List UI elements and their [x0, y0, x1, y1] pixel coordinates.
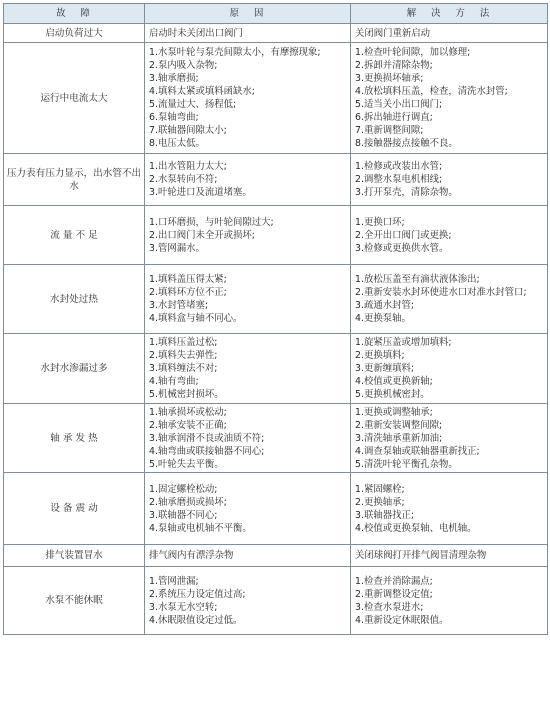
solution-cell [351, 154, 548, 206]
cause-line: 8.电压太低。 [149, 138, 205, 149]
cause-line: 3.联轴器不同心; [149, 509, 218, 521]
solution-line: 3.检查水泵进水; [355, 601, 424, 613]
solution-line: 3.更换损坏轴承; [355, 73, 424, 84]
cause-line: 2.泵内吸入杂物; [149, 60, 218, 71]
solution-line: 4.放松填料压盖，检查，清洗水封管; [355, 86, 508, 97]
solution-line: 6.拆出轴进行调直; [355, 112, 433, 123]
cause-cell [145, 43, 351, 154]
cause-line: 3.管网漏水。 [149, 242, 205, 254]
solution-line: 2.重新安装调整间隙; [355, 419, 443, 431]
table-row [4, 334, 548, 404]
solution-line: 3.更新缠填料; [355, 363, 414, 374]
table-row [4, 404, 548, 473]
cause-line: 4.泵轴或电机轴不平衡。 [149, 522, 252, 534]
solution-line: 关闭球阀打开排气阀冒清理杂物 [355, 550, 487, 561]
fault-cell: 水泵不能休眠 [4, 567, 145, 635]
cause-line: 5.流量过大、扬程低; [149, 99, 237, 110]
fault-cell: 水封水渗漏过多 [4, 334, 145, 404]
table-row [4, 567, 548, 635]
cause-line: 3.水封管堵塞; [149, 300, 208, 311]
header-row [4, 4, 548, 24]
table-row [4, 154, 548, 206]
troubleshooting-table [3, 3, 548, 635]
cause-line: 5.机械密封损坏。 [149, 389, 224, 400]
cause-line: 3.填料缠法不对; [149, 363, 218, 374]
cause-line: 2.出口阀门未全开或损坏; [149, 229, 255, 241]
cause-line: 3.轴承润滑不良或油质不符; [149, 432, 265, 444]
cause-line: 2.系统压力设定值过高; [149, 588, 246, 600]
solution-line: 3.清洗轴承重新加油; [355, 432, 443, 444]
solution-cell [351, 206, 548, 265]
cause-line: 排气阀内有漂浮杂物 [149, 550, 234, 561]
solution-cell [351, 473, 548, 545]
cause-line: 2.填料失去弹性; [149, 350, 218, 361]
cause-line: 1.管网泄漏; [149, 575, 199, 587]
table-row [4, 545, 548, 567]
solution-line: 1.更换或调整轴承; [355, 406, 433, 418]
solution-line: 4.校值或更换泵轴、电机轴。 [355, 522, 477, 534]
solution-line: 2.全开出口阀门或更换; [355, 229, 452, 241]
table-row [4, 43, 548, 154]
fault-cell: 水封处过热 [4, 265, 145, 334]
solution-line: 7.重新调整间隙; [355, 125, 424, 136]
solution-line: 2.重新调整设定值; [355, 588, 433, 600]
table-row [4, 206, 548, 265]
solution-cell [351, 567, 548, 635]
solution-line: 3.联轴器找正; [355, 509, 414, 521]
solution-line: 1.更换口环; [355, 216, 405, 228]
solution-line: 8.接触器接点接触不良。 [355, 138, 458, 149]
cause-line: 4.休眠限值设定过低。 [149, 614, 243, 626]
cause-cell [145, 334, 351, 404]
solution-line: 4.校值或更换新轴; [355, 376, 433, 387]
cause-line: 5.叶轮失去平衡。 [149, 458, 224, 470]
cause-cell [145, 473, 351, 545]
solution-line: 2.更换填料; [355, 350, 405, 361]
fault-cell: 轴 承 发 热 [4, 404, 145, 473]
solution-line: 5.清洗叶轮平衡孔杂物。 [355, 458, 458, 470]
cause-line: 1.固定螺栓松动; [149, 483, 218, 495]
header-solution: 解 决 方 法 [351, 4, 548, 24]
cause-line: 7.联轴器间隙太小; [149, 125, 227, 136]
cause-cell [145, 154, 351, 206]
solution-line: 1.旋紧压盖或增加填料; [355, 337, 452, 348]
cause-line: 2.填料环方位不正; [149, 287, 227, 298]
solution-line: 4.调查泵轴或联轴器重新找正; [355, 445, 480, 457]
solution-line: 1.紧固螺栓; [355, 483, 405, 495]
cause-cell [145, 567, 351, 635]
fault-cell: 运行中电流太大 [4, 43, 145, 154]
solution-cell [351, 334, 548, 404]
cause-line: 4.轴有弯曲; [149, 376, 199, 387]
cause-cell [145, 404, 351, 473]
solution-line: 3.疏通水封管; [355, 300, 414, 311]
cause-line: 2.轴承磨损或损坏; [149, 496, 227, 508]
cause-line: 4.填料盒与轴不同心。 [149, 313, 243, 324]
solution-cell [351, 404, 548, 473]
solution-line: 4.重新设定休眠限值。 [355, 614, 449, 626]
page [3, 3, 547, 635]
fault-cell: 启动负荷过大 [4, 24, 145, 43]
cause-line: 3.水泵无水空转; [149, 601, 218, 613]
cause-line: 1.填料盖压得太紧; [149, 274, 227, 285]
solution-line: 1.检查并消除漏点; [355, 575, 433, 587]
header-fault: 故 障 [4, 4, 145, 24]
cause-line: 4.轴弯曲或联接轴器不同心; [149, 445, 265, 457]
cause-line: 3.轴承磨损; [149, 73, 199, 84]
table-body [4, 24, 548, 635]
cause-line: 启动时未关闭出口阀门 [149, 27, 243, 39]
cause-line: 1.口环磨损，与叶轮间隙过大; [149, 216, 274, 228]
solution-line: 4.更换泵轴。 [355, 313, 411, 324]
fault-cell: 流 量 不 足 [4, 206, 145, 265]
header-cause: 原 因 [145, 4, 351, 24]
table-row [4, 473, 548, 545]
cause-cell [145, 24, 351, 43]
cause-cell [145, 265, 351, 334]
solution-line: 关闭阀门重新启动 [355, 27, 431, 39]
solution-line: 2.调整水泵电机相线; [355, 174, 443, 185]
table-row [4, 24, 548, 43]
fault-cell: 排气装置冒水 [4, 545, 145, 567]
cause-line: 1.填料压盖过松; [149, 337, 218, 348]
solution-line: 2.拆卸并清除杂物; [355, 60, 433, 71]
cause-line: 6.泵轴弯曲; [149, 112, 199, 123]
solution-cell [351, 24, 548, 43]
solution-cell [351, 545, 548, 567]
cause-line: 2.水泵转向不符; [149, 174, 218, 185]
table-row [4, 265, 548, 334]
solution-line: 3.打开泵壳，清除杂物。 [355, 187, 458, 198]
solution-cell [351, 43, 548, 154]
cause-line: 1.轴承损坏或松动; [149, 406, 227, 418]
cause-line: 1.出水管阻力太大; [149, 161, 227, 172]
cause-line: 1.水泵叶轮与泵壳间隙太小，有摩擦现象; [149, 47, 321, 58]
solution-line: 3.检修或更换供水管。 [355, 242, 449, 254]
cause-cell [145, 206, 351, 265]
fault-cell: 设 备 震 动 [4, 473, 145, 545]
solution-line: 1.检查叶轮间隙，加以修理; [355, 47, 471, 58]
solution-line: 1.检修或改装出水管; [355, 161, 443, 172]
cause-line: 3.叶轮进口及流道堵塞。 [149, 187, 252, 198]
solution-cell [351, 265, 548, 334]
solution-line: 5.更换机械密封。 [355, 389, 430, 400]
cause-line: 2.轴承安装不正确; [149, 419, 227, 431]
solution-line: 2.更换轴承; [355, 496, 405, 508]
solution-line: 5.适当关小出口阀门; [355, 99, 443, 110]
cause-cell [145, 545, 351, 567]
solution-line: 1.放松压盖至有滴状液体渗出; [355, 274, 480, 285]
cause-line: 4.填料太紧或填料函缺水; [149, 86, 255, 97]
solution-line: 2.重新安装水封环使进水口对准水封管口; [355, 287, 527, 298]
fault-cell: 压力表有压力显示，出水管不出水 [4, 154, 145, 206]
